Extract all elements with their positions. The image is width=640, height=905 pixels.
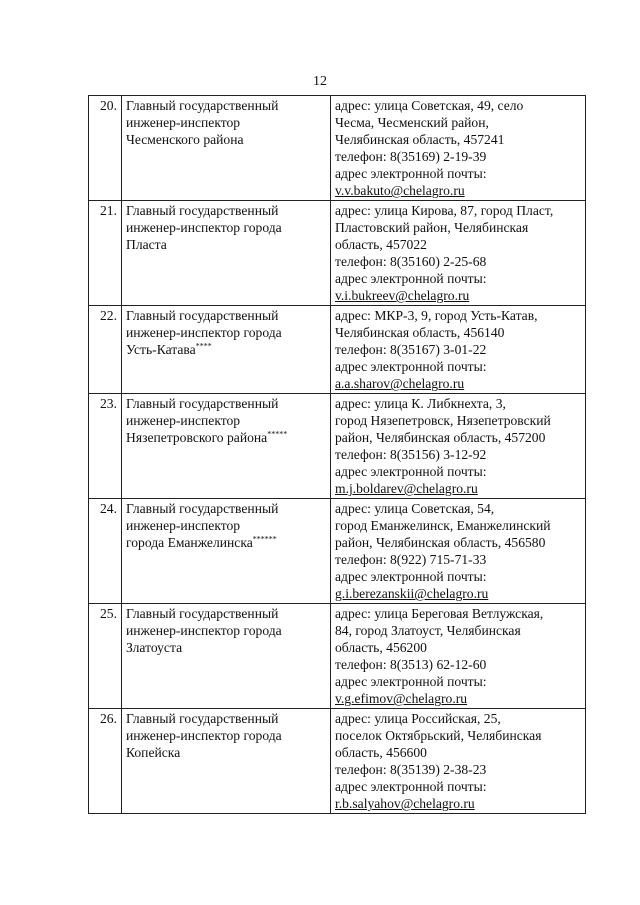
email-link[interactable]: v.g.efimov@chelagro.ru	[335, 691, 468, 706]
table-row	[89, 709, 586, 814]
position-line	[126, 517, 326, 534]
position-cell	[122, 709, 331, 814]
address-line: город Еманжелинск, Еманжелинский	[335, 518, 551, 533]
phone-line: телефон: 8(35167) 3-01-22	[335, 342, 487, 357]
address-line: поселок Октябрьский, Челябинская	[335, 728, 542, 743]
address-line: Челябинская область, 456140	[335, 325, 505, 340]
position-line	[126, 202, 326, 219]
position-cell	[122, 604, 331, 709]
phone-line: телефон: 8(35169) 2-19-39	[335, 149, 487, 164]
email-label: адрес электронной почты:	[335, 271, 487, 286]
position-text: инженер-инспектор	[126, 115, 241, 130]
position-text: инженер-инспектор города	[126, 325, 282, 340]
address-line: район, Челябинская область, 456580	[335, 535, 546, 550]
contact-cell	[331, 709, 586, 814]
phone-line: телефон: 8(35156) 3-12-92	[335, 447, 487, 462]
position-text: инженер-инспектор	[126, 518, 241, 533]
address-line: адрес: улица Советская, 49, село	[335, 98, 524, 113]
position-text: Чесменского района	[126, 132, 244, 147]
position-line	[126, 236, 326, 253]
address-line: город Нязепетровск, Нязепетровский	[335, 413, 551, 428]
email-link[interactable]: r.b.salyahov@chelagro.ru	[335, 796, 475, 811]
position-line	[126, 744, 326, 761]
row-number: 24.	[89, 499, 122, 604]
position-line	[126, 534, 326, 551]
row-number: 21.	[89, 201, 122, 306]
inspectors-table	[88, 95, 586, 814]
position-text: Копейска	[126, 745, 181, 760]
position-text: Главный государственный	[126, 606, 279, 621]
position-text: Главный государственный	[126, 501, 279, 516]
phone-line: телефон: 8(922) 715-71-33	[335, 552, 487, 567]
address-line: адрес: улица Кирова, 87, город Пласт,	[335, 203, 554, 218]
position-line	[126, 727, 326, 744]
position-line	[126, 412, 326, 429]
table-row	[89, 306, 586, 394]
position-line	[126, 341, 326, 358]
email-link[interactable]: m.j.boldarev@chelagro.ru	[335, 481, 478, 496]
row-number: 20.	[89, 96, 122, 201]
footnote-marker: ****	[195, 341, 212, 351]
address-line: область, 457022	[335, 237, 427, 252]
phone-line: телефон: 8(3513) 62-12-60	[335, 657, 487, 672]
address-line: адрес: улица Береговая Ветлужская,	[335, 606, 544, 621]
position-line	[126, 131, 326, 148]
address-line: адрес: улица Советская, 54,	[335, 501, 495, 516]
position-text: Главный государственный	[126, 308, 279, 323]
email-label: адрес электронной почты:	[335, 674, 487, 689]
address-line: область, 456200	[335, 640, 427, 655]
contact-cell	[331, 201, 586, 306]
position-text: Нязепетровского района	[126, 430, 268, 445]
page-number: 12	[313, 74, 327, 89]
table-row	[89, 499, 586, 604]
contact-cell	[331, 96, 586, 201]
address-line: адрес: улица Российская, 25,	[335, 711, 501, 726]
email-label: адрес электронной почты:	[335, 166, 487, 181]
address-line: адрес: МКР-3, 9, город Усть-Катав,	[335, 308, 538, 323]
position-text: Главный государственный	[126, 98, 279, 113]
email-label: адрес электронной почты:	[335, 779, 487, 794]
position-cell	[122, 306, 331, 394]
position-cell	[122, 394, 331, 499]
footnote-marker: ******	[252, 534, 277, 544]
table-row	[89, 394, 586, 499]
contact-cell	[331, 604, 586, 709]
position-line	[126, 114, 326, 131]
email-link[interactable]: v.i.bukreev@chelagro.ru	[335, 288, 470, 303]
footnote-marker: *****	[267, 429, 288, 439]
address-line: область, 456600	[335, 745, 427, 760]
address-line: Челябинская область, 457241	[335, 132, 505, 147]
position-text: Главный государственный	[126, 203, 279, 218]
position-text: города Еманжелинска	[126, 535, 253, 550]
position-line	[126, 605, 326, 622]
position-text: Пласта	[126, 237, 167, 252]
position-text: Златоуста	[126, 640, 183, 655]
row-number: 25.	[89, 604, 122, 709]
position-text: инженер-инспектор города	[126, 623, 282, 638]
row-number: 26.	[89, 709, 122, 814]
position-line	[126, 622, 326, 639]
position-line	[126, 395, 326, 412]
position-text: инженер-инспектор	[126, 413, 241, 428]
position-line	[126, 324, 326, 341]
phone-line: телефон: 8(35139) 2-38-23	[335, 762, 487, 777]
email-link[interactable]: g.i.berezanskii@chelagro.ru	[335, 586, 489, 601]
address-line: Чесма, Чесменский район,	[335, 115, 489, 130]
position-text: Усть-Катава	[126, 342, 196, 357]
email-label: адрес электронной почты:	[335, 359, 487, 374]
position-line	[126, 500, 326, 517]
address-line: Пластовский район, Челябинская	[335, 220, 529, 235]
row-number: 23.	[89, 394, 122, 499]
table-row	[89, 96, 586, 201]
phone-line: телефон: 8(35160) 2-25-68	[335, 254, 487, 269]
email-link[interactable]: a.a.sharov@chelagro.ru	[335, 376, 465, 391]
position-line	[126, 710, 326, 727]
position-line	[126, 219, 326, 236]
position-text: Главный государственный	[126, 711, 279, 726]
address-line: адрес: улица К. Либкнехта, 3,	[335, 396, 506, 411]
position-line	[126, 97, 326, 114]
email-label: адрес электронной почты:	[335, 569, 487, 584]
position-cell	[122, 201, 331, 306]
table-row	[89, 604, 586, 709]
row-number: 22.	[89, 306, 122, 394]
position-line	[126, 639, 326, 656]
position-line	[126, 429, 326, 446]
position-text: инженер-инспектор города	[126, 728, 282, 743]
position-text: Главный государственный	[126, 396, 279, 411]
address-line: район, Челябинская область, 457200	[335, 430, 546, 445]
email-link[interactable]: v.v.bakuto@chelagro.ru	[335, 183, 465, 198]
email-label: адрес электронной почты:	[335, 464, 487, 479]
position-cell	[122, 96, 331, 201]
position-text: инженер-инспектор города	[126, 220, 282, 235]
address-line: 84, город Златоуст, Челябинская	[335, 623, 521, 638]
contact-cell	[331, 306, 586, 394]
contact-cell	[331, 499, 586, 604]
contact-cell	[331, 394, 586, 499]
position-cell	[122, 499, 331, 604]
table-row	[89, 201, 586, 306]
position-line	[126, 307, 326, 324]
